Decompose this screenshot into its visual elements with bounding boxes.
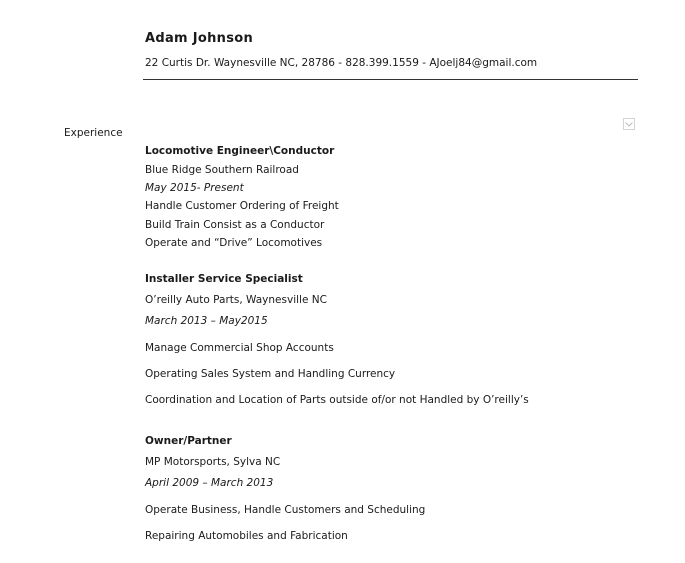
job-company: MP Motorsports, Sylva NC	[145, 456, 281, 468]
job-duty: Manage Commercial Shop Accounts	[145, 342, 334, 354]
job-title: Installer Service Specialist	[145, 273, 303, 285]
job-title: Locomotive Engineer\Conductor	[145, 145, 335, 157]
job-duty: Operating Sales System and Handling Currency	[145, 368, 396, 380]
job-duty: Repairing Automobiles and Fabrication	[145, 530, 348, 542]
job-dates: April 2009 – March 2013	[145, 477, 274, 489]
job-company: Blue Ridge Southern Railroad	[145, 164, 299, 176]
job-dates: May 2015- Present	[145, 182, 244, 194]
job-duty: Build Train Consist as a Conductor	[145, 219, 325, 231]
section-dropdown-button[interactable]	[623, 118, 635, 130]
header-divider	[143, 79, 638, 80]
job-company: O’reilly Auto Parts, Waynesville NC	[145, 294, 327, 306]
job-duty: Operate and “Drive” Locomotives	[145, 237, 323, 249]
candidate-name: Adam Johnson	[145, 31, 254, 46]
job-dates: March 2013 – May2015	[145, 315, 268, 327]
job-duty: Handle Customer Ordering of Freight	[145, 200, 339, 212]
job-title: Owner/Partner	[145, 435, 232, 447]
job-duty: Operate Business, Handle Customers and Scheduling	[145, 504, 426, 516]
chevron-down-icon	[625, 122, 633, 127]
section-label-experience: Experience	[64, 127, 123, 139]
contact-line: 22 Curtis Dr. Waynesville NC, 28786 - 828.399.1559 - AJoelj84@gmail.com	[145, 57, 538, 69]
job-duty: Coordination and Location of Parts outside of/or not Handled by O’reilly’s	[145, 394, 529, 406]
